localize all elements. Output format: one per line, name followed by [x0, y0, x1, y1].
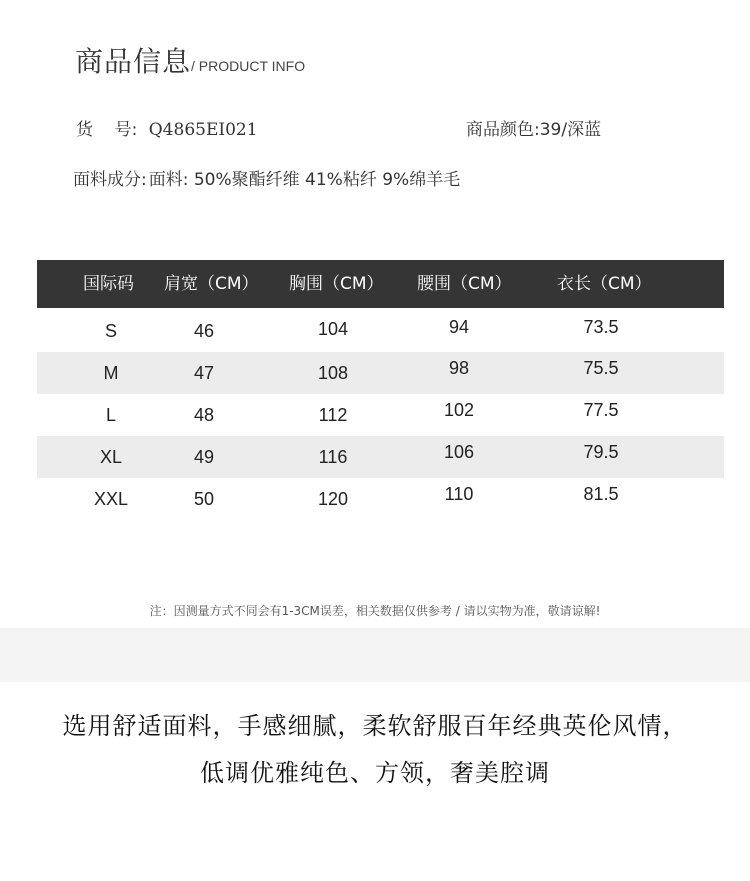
- cell-waist: 98: [448, 358, 470, 378]
- cell-length: 79.5: [583, 442, 619, 462]
- title-en: / PRODUCT INFO: [191, 58, 306, 74]
- header-size: 国际码: [83, 274, 134, 294]
- cell-waist: 110: [444, 484, 474, 504]
- fabric-value: 面料: 50%聚酯纤维 41%粘纤 9%绵羊毛: [148, 170, 461, 190]
- cell-shoulder: 48: [193, 405, 215, 425]
- header-length: 衣长（CM）: [557, 274, 652, 294]
- header-chest: 胸围（CM）: [289, 274, 384, 294]
- item-number-label: 货 号:: [76, 120, 138, 140]
- divider-band: [0, 628, 750, 682]
- item-number-value: Q4865EI021: [148, 120, 258, 140]
- cell-chest: 108: [317, 363, 349, 383]
- cell-size: XXL: [93, 489, 129, 509]
- color-value: 39/深蓝: [539, 120, 602, 140]
- measurement-note: 注：因测量方式不同会有1-3CM误差，相关数据仅供参考 / 请以实物为准，敬请谅解!: [149, 604, 601, 618]
- table-row: [37, 352, 724, 394]
- cell-shoulder: 46: [193, 321, 215, 341]
- page-title: [75, 40, 305, 80]
- cell-chest: 104: [317, 319, 349, 339]
- table-row: [37, 478, 724, 520]
- cell-waist: 106: [443, 442, 475, 462]
- table-row: [37, 436, 724, 478]
- cell-chest: 112: [318, 405, 348, 425]
- cell-length: 75.5: [583, 358, 619, 378]
- header-waist: 腰围（CM）: [417, 274, 512, 294]
- fabric-label: 面料成分:: [73, 170, 147, 190]
- cell-waist: 94: [448, 317, 470, 337]
- cell-size: S: [104, 321, 118, 341]
- header-shoulder: 肩宽（CM）: [164, 274, 259, 294]
- cell-shoulder: 49: [193, 447, 215, 467]
- slogan-line-2: 低调优雅纯色、方领，奢美腔调: [200, 759, 550, 787]
- cell-length: 73.5: [583, 317, 619, 337]
- cell-size: L: [105, 405, 117, 425]
- fabric-composition: [73, 165, 460, 190]
- table-row: [37, 394, 724, 436]
- slogan-line-1: 选用舒适面料，手感细腻，柔软舒服百年经典英伦风情，: [62, 712, 688, 740]
- table-row: [37, 308, 724, 350]
- cell-chest: 120: [317, 489, 349, 509]
- item-number: [76, 115, 258, 140]
- cell-waist: 102: [443, 400, 475, 420]
- color-label: 商品颜色:: [466, 120, 540, 140]
- cell-chest: 116: [318, 447, 348, 467]
- cell-length: 81.5: [583, 484, 619, 504]
- cell-size: XL: [99, 447, 123, 467]
- title-cn: 商品信息: [75, 45, 192, 78]
- cell-size: M: [103, 363, 119, 383]
- size-table-header: [37, 260, 724, 308]
- product-color: [466, 115, 601, 140]
- cell-shoulder: 50: [193, 489, 215, 509]
- cell-shoulder: 47: [193, 363, 215, 383]
- cell-length: 77.5: [583, 400, 619, 420]
